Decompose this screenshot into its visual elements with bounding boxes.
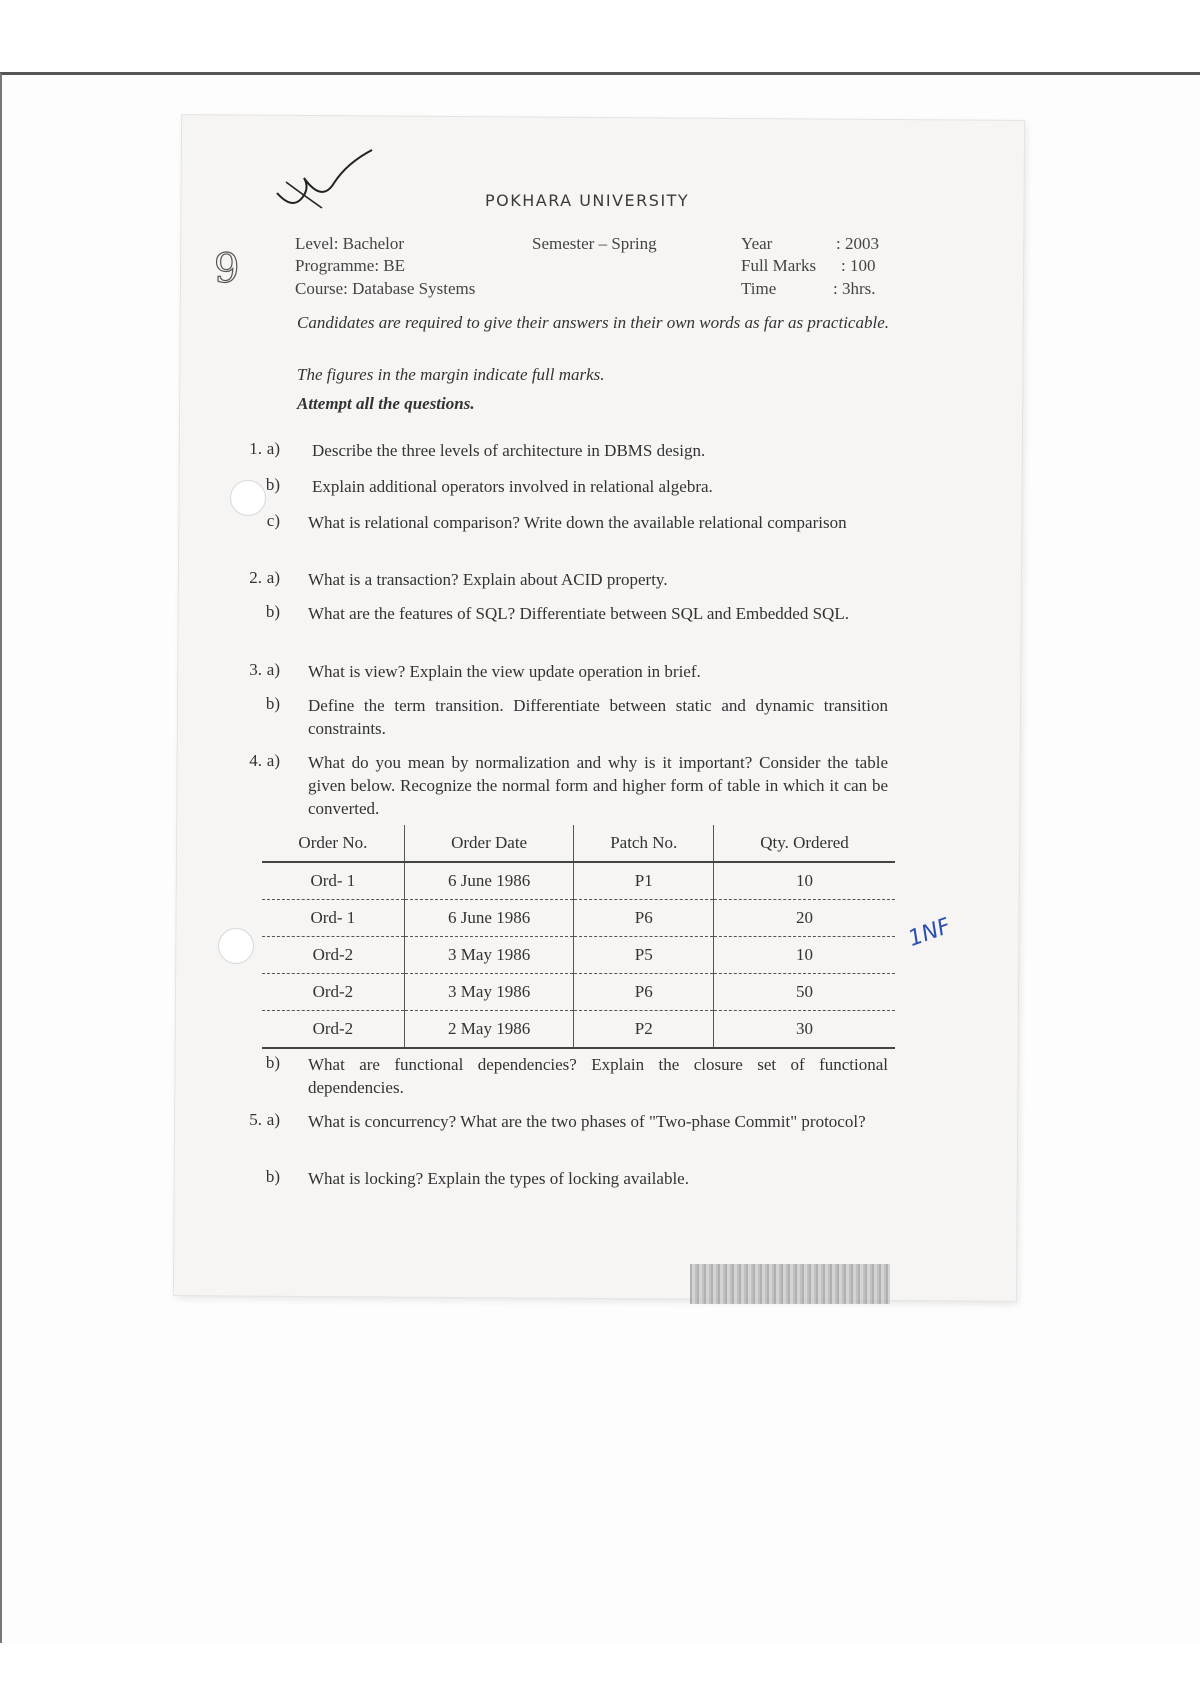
table-header-row (262, 825, 895, 862)
semester: Semester – Spring (532, 234, 657, 253)
punch-hole-bottom (218, 928, 254, 964)
question-part: a) (266, 568, 280, 587)
question-number: 4. (249, 751, 262, 770)
question-text: What is locking? Explain the types of locking available. (308, 1169, 689, 1188)
table-cell: 6 June 1986 (404, 900, 574, 937)
table-cell: 10 (714, 862, 896, 900)
signature-mark (272, 148, 382, 218)
question-part: a) (266, 1110, 280, 1129)
table-cell: 6 June 1986 (404, 862, 574, 900)
table-cell: Ord-2 (262, 937, 404, 974)
question-text: What are functional dependencies? Explain the closure set of functional dependencies. (308, 1055, 888, 1097)
instruction-own-words: Candidates are required to give their answers in their own words as far as practicable. (297, 313, 889, 332)
question-part: b) (265, 694, 280, 713)
question-text: What is concurrency? What are the two phases of "Two-phase Commit" protocol? (308, 1112, 866, 1131)
time-label: Time (741, 279, 777, 298)
svg-text:9: 9 (214, 246, 240, 292)
table-row (262, 1011, 895, 1049)
instruction-attempt-all: Attempt all the questions. (297, 394, 475, 413)
question-part: b) (265, 1053, 280, 1072)
column-header: Qty. Ordered (714, 825, 896, 862)
table-row (262, 900, 895, 937)
question-text: What are the features of SQL? Differentiate between SQL and Embedded SQL. (308, 604, 849, 623)
question-number: 5. (249, 1110, 262, 1129)
table-row (262, 974, 895, 1011)
table-cell: 10 (714, 937, 896, 974)
table-cell: 30 (714, 1011, 896, 1049)
question-part: b) (265, 1167, 280, 1186)
level: Level: Bachelor (295, 234, 405, 253)
year-value: : 2003 (836, 234, 879, 253)
question-text: Define the term transition. Differentiate between static and dynamic transition constraints. (308, 696, 888, 738)
column-header: Order Date (404, 825, 574, 862)
year-label: Year (741, 234, 773, 253)
course: Course: Database Systems (295, 279, 476, 298)
table-cell: 2 May 1986 (404, 1011, 574, 1049)
programme: Programme: BE (295, 256, 406, 275)
university-title: POKHARA UNIVERSITY (485, 191, 690, 210)
margin-mark-icon (210, 242, 246, 298)
question-number: 1. (249, 439, 262, 458)
question-part: a) (266, 439, 280, 458)
question-number: 3. (249, 660, 262, 679)
question-part: a) (266, 660, 280, 679)
table-cell: P6 (574, 974, 714, 1011)
question-text: What is a transaction? Explain about ACID property. (308, 570, 668, 589)
table-row (262, 862, 895, 900)
question-number: 2. (249, 568, 262, 587)
table-cell: P2 (574, 1011, 714, 1049)
table-row (262, 937, 895, 974)
question-text: Explain additional operators involved in relational algebra. (312, 477, 713, 496)
column-header: Order No. (262, 825, 404, 862)
question-part: b) (265, 475, 280, 494)
table-cell: 3 May 1986 (404, 937, 574, 974)
table-cell: P6 (574, 900, 714, 937)
instruction-margin-marks: The figures in the margin indicate full marks. (297, 365, 605, 384)
time-value: : 3hrs. (833, 279, 876, 298)
table-cell: Ord-2 (262, 974, 404, 1011)
svg-text:1NF: 1NF (905, 913, 955, 952)
question-text: What is view? Explain the view update operation in brief. (308, 662, 701, 681)
question-part: b) (265, 602, 280, 621)
question-text: Describe the three levels of architecture in DBMS design. (312, 441, 706, 460)
question-part: c) (266, 511, 280, 530)
column-header: Patch No. (574, 825, 714, 862)
scan-smudge (690, 1264, 890, 1304)
table-cell: Ord-2 (262, 1011, 404, 1049)
table-cell: P1 (574, 862, 714, 900)
table-cell: Ord- 1 (262, 900, 404, 937)
order-table (262, 825, 895, 1049)
full-marks-label: Full Marks (741, 256, 817, 275)
table-cell: Ord- 1 (262, 862, 404, 900)
table-cell: 3 May 1986 (404, 974, 574, 1011)
question-text: What is relational comparison? Write down the available relational comparison (308, 513, 847, 532)
question-part: a) (266, 751, 280, 770)
table-cell: P5 (574, 937, 714, 974)
question-text: What do you mean by normalization and why is it important? Consider the table given below. Recognize the normal form and higher form of table in which it can be converted. (308, 753, 888, 818)
full-marks-value: : 100 (841, 256, 876, 275)
table-cell: 20 (714, 900, 896, 937)
table-cell: 50 (714, 974, 896, 1011)
